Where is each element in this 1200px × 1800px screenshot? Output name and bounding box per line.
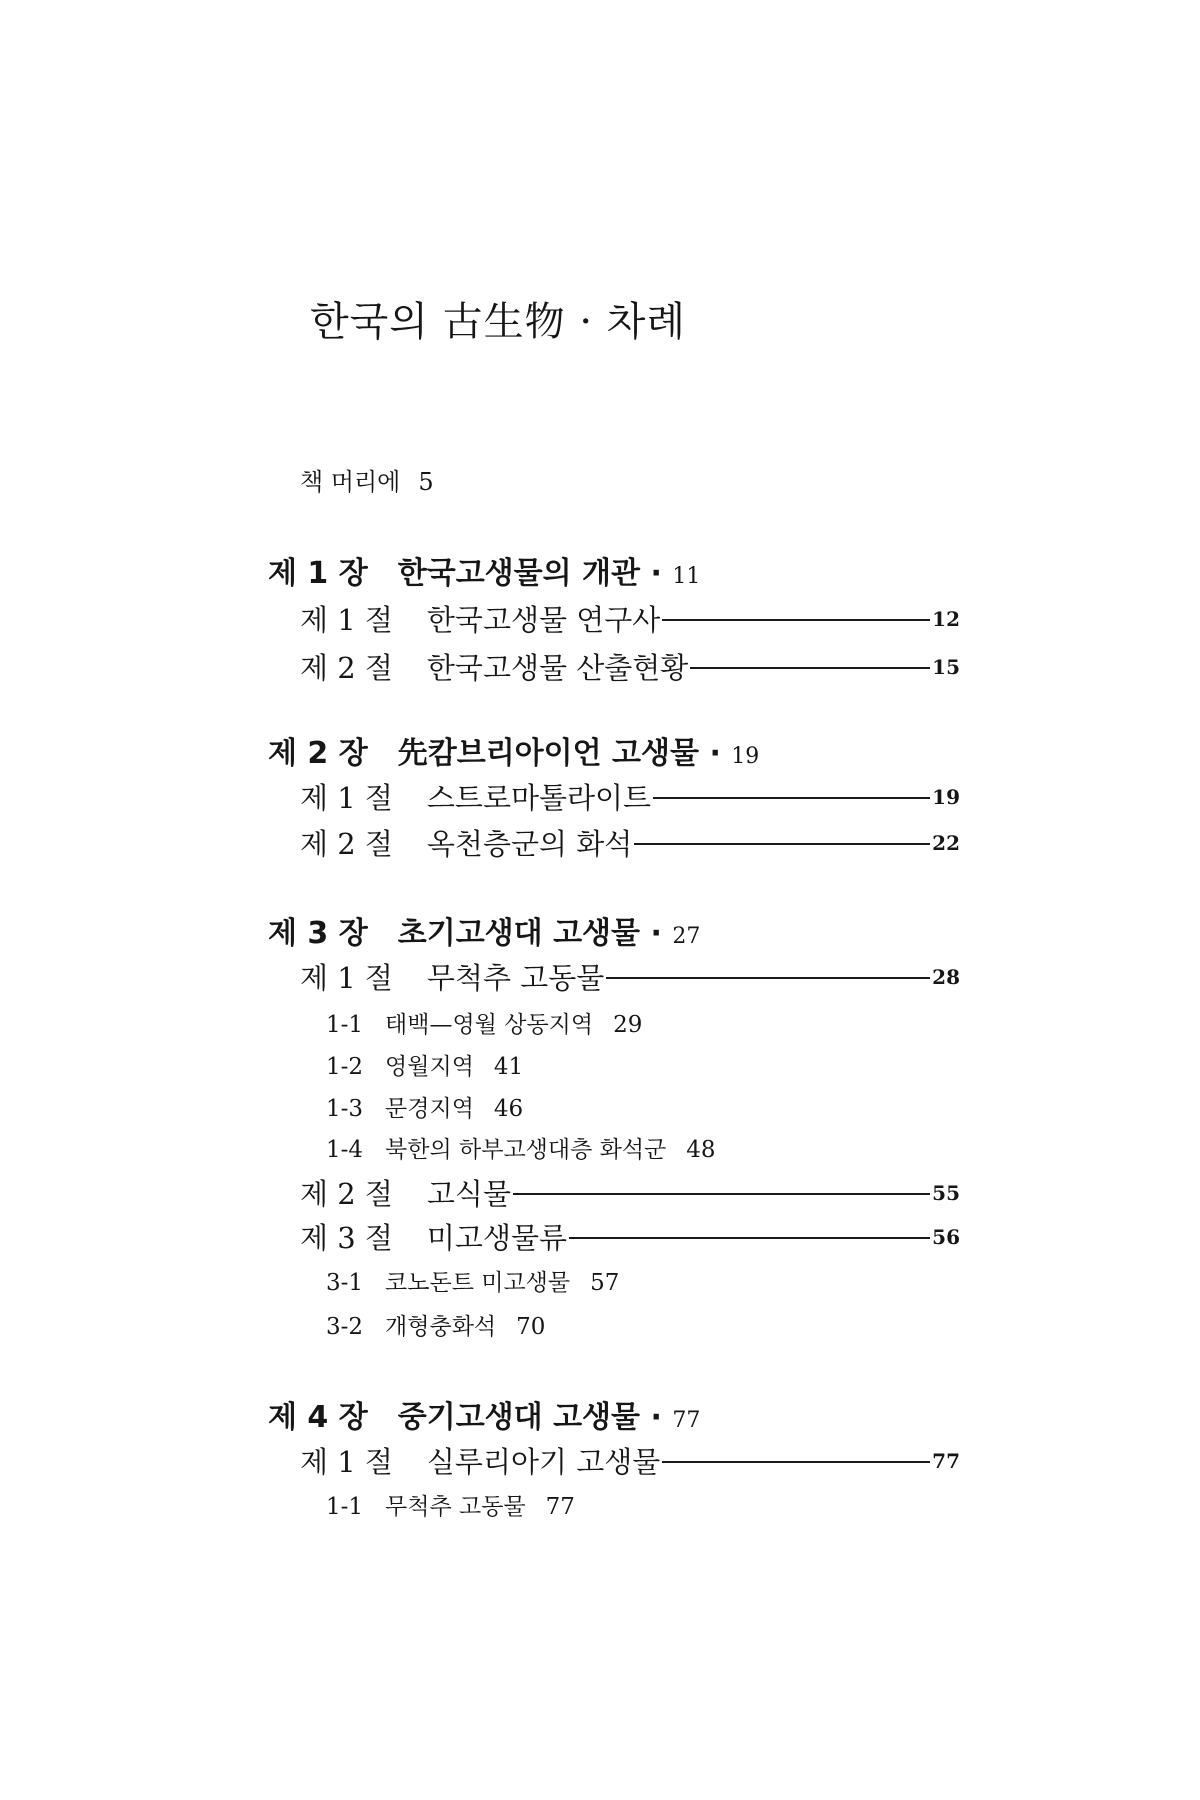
- chapter-page-number: 27: [672, 924, 701, 949]
- subsection-page-number: 70: [516, 1314, 546, 1340]
- subsection-page-number: 77: [545, 1494, 575, 1520]
- section-page-number: 77: [932, 1448, 960, 1473]
- subsection-entry[interactable]: [326, 1131, 716, 1164]
- subsection-title: 북한의 하부고생대층 화석군: [385, 1137, 667, 1163]
- section-label: 제 3 절: [300, 1221, 393, 1255]
- chapter-label: 제 2 장: [268, 736, 368, 771]
- chapter-heading[interactable]: [268, 728, 759, 772]
- section-page-number: 55: [932, 1180, 960, 1205]
- section-entry[interactable]: [300, 956, 960, 997]
- section-title: 스트로마톨라이트: [426, 781, 652, 815]
- subsection-title: 코노돈트 미고생물: [385, 1270, 571, 1296]
- preface-title: 책 머리에: [300, 468, 401, 496]
- subsection-entry[interactable]: [326, 1308, 545, 1341]
- chapter-page-separator: ·: [640, 1400, 673, 1435]
- chapter-page-separator: ·: [640, 556, 673, 591]
- preface-entry[interactable]: [300, 462, 434, 497]
- section-title: 미고생물류: [426, 1221, 567, 1255]
- dot-leader: [606, 977, 930, 979]
- chapter-page-separator: ·: [699, 736, 732, 771]
- section-entry[interactable]: [300, 822, 960, 863]
- preface-page-number: 5: [418, 468, 434, 496]
- chapter-label: 제 1 장: [268, 556, 368, 591]
- subsection-page-number: 46: [493, 1096, 524, 1122]
- subsection-page-number: 57: [590, 1270, 620, 1296]
- section-entry[interactable]: [300, 776, 960, 817]
- dot-leader: [634, 843, 930, 845]
- section-entry[interactable]: [300, 646, 960, 687]
- subsection-page-number: 29: [613, 1012, 643, 1038]
- subsection-page-number: 48: [686, 1137, 716, 1163]
- section-label: 제 1 절: [300, 603, 393, 637]
- section-label: 제 1 절: [300, 1445, 393, 1479]
- section-entry[interactable]: [300, 598, 960, 639]
- chapter-page-number: 19: [731, 744, 760, 769]
- section-label: 제 2 절: [300, 827, 393, 861]
- chapter-title: 先캄브리아이언 고생물: [397, 736, 699, 771]
- chapter-label: 제 4 장: [268, 1400, 368, 1435]
- chapter-heading[interactable]: [268, 548, 700, 592]
- dot-leader: [662, 1461, 930, 1463]
- subsection-page-number: 41: [493, 1054, 524, 1080]
- section-title: 옥천층군의 화석: [426, 827, 633, 861]
- section-page-number: 12: [932, 606, 960, 631]
- chapter-heading[interactable]: [268, 908, 700, 952]
- section-title: 한국고생물 연구사: [426, 603, 661, 637]
- dot-leader: [690, 667, 930, 669]
- dot-leader: [653, 797, 930, 799]
- section-entry[interactable]: [300, 1172, 960, 1213]
- chapter-title: 초기고생대 고생물: [397, 916, 641, 951]
- chapter-page-number: 77: [672, 1408, 701, 1433]
- section-label: 제 1 절: [300, 781, 393, 815]
- subsection-title: 무척추 고동물: [385, 1494, 526, 1520]
- section-page-number: 22: [932, 830, 960, 855]
- section-entry[interactable]: [300, 1216, 960, 1257]
- subsection-number: 1-2: [326, 1054, 364, 1080]
- subsection-entry[interactable]: [326, 1090, 523, 1123]
- section-page-number: 56: [932, 1224, 960, 1249]
- section-page-number: 28: [932, 964, 960, 989]
- page-title: 한국의 古生物 · 차례: [310, 299, 687, 345]
- subsection-entry[interactable]: [326, 1264, 619, 1297]
- dot-leader: [513, 1193, 930, 1195]
- chapter-label: 제 3 장: [268, 916, 368, 951]
- chapter-title: 한국고생물의 개관: [397, 556, 641, 591]
- subsection-title: 태백—영월 상동지역: [385, 1012, 594, 1038]
- section-label: 제 2 절: [300, 1177, 393, 1211]
- section-title: 고식물: [426, 1177, 511, 1211]
- chapter-title: 중기고생대 고생물: [397, 1400, 641, 1435]
- subsection-number: 1-3: [326, 1096, 364, 1122]
- subsection-entry[interactable]: [326, 1488, 575, 1521]
- section-title: 무척추 고동물: [426, 961, 605, 995]
- section-label: 제 2 절: [300, 651, 393, 685]
- section-label: 제 1 절: [300, 961, 393, 995]
- subsection-number: 1-1: [326, 1494, 364, 1520]
- subsection-number: 3-2: [326, 1314, 364, 1340]
- section-entry[interactable]: [300, 1440, 960, 1481]
- subsection-title: 문경지역: [385, 1096, 474, 1122]
- subsection-title: 개형충화석: [385, 1314, 497, 1340]
- subsection-number: 1-4: [326, 1137, 364, 1163]
- subsection-entry[interactable]: [326, 1006, 642, 1039]
- dot-leader: [662, 619, 930, 621]
- chapter-page-separator: ·: [640, 916, 673, 951]
- chapter-heading[interactable]: [268, 1392, 700, 1436]
- subsection-number: 3-1: [326, 1270, 364, 1296]
- chapter-page-number: 11: [672, 564, 701, 589]
- section-title: 실루리아기 고생물: [426, 1445, 661, 1479]
- section-title: 한국고생물 산출현황: [426, 651, 689, 685]
- section-page-number: 15: [932, 654, 960, 679]
- subsection-entry[interactable]: [326, 1048, 523, 1081]
- dot-leader: [569, 1237, 930, 1239]
- subsection-number: 1-1: [326, 1012, 364, 1038]
- section-page-number: 19: [932, 784, 960, 809]
- subsection-title: 영월지역: [385, 1054, 474, 1080]
